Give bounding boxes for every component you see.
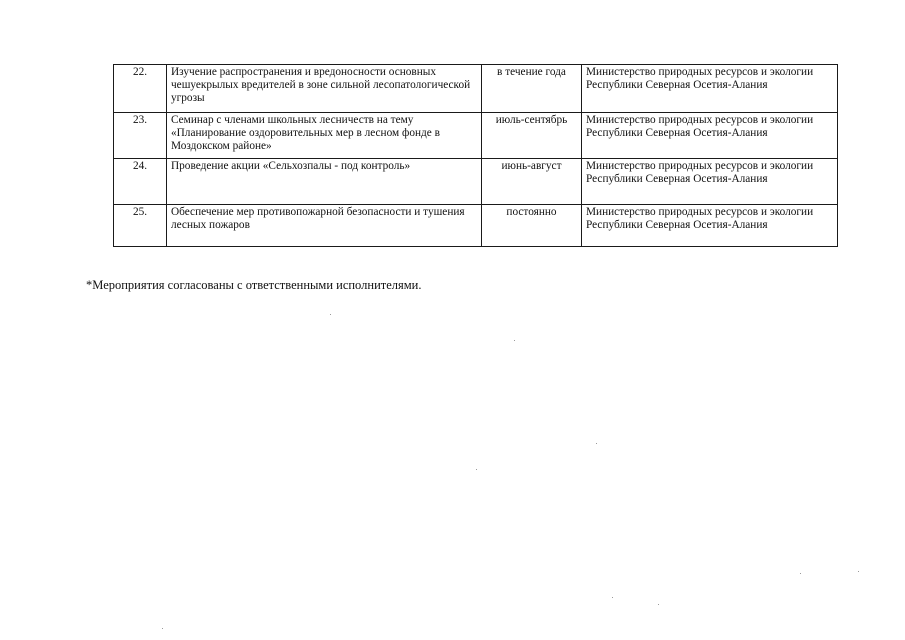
event-term: в течение года [482, 65, 582, 113]
event-executor: Министерство природных ресурсов и экологии Республики Северная Осетия-Алания [582, 205, 838, 247]
event-term: июль-сентябрь [482, 113, 582, 159]
scan-speck [596, 443, 597, 444]
scan-speck [800, 573, 801, 574]
scan-speck [476, 469, 477, 470]
row-number: 24. [114, 159, 167, 205]
scan-speck [612, 597, 613, 598]
event-description: Семинар с членами школьных лесничеств на тему «Планирование оздоровительных мер в лесном фонде в Моздокском районе» [167, 113, 482, 159]
table-row [114, 65, 838, 113]
event-term: постоянно [482, 205, 582, 247]
footnote: *Мероприятия согласованы с ответственными исполнителями. [86, 278, 422, 292]
event-description: Обеспечение мер противопожарной безопасности и тушения лесных пожаров [167, 205, 482, 247]
scan-speck [658, 604, 659, 605]
events-table [113, 64, 838, 247]
event-executor: Министерство природных ресурсов и экологии Республики Северная Осетия-Алания [582, 159, 838, 205]
event-executor: Министерство природных ресурсов и экологии Республики Северная Осетия-Алания [582, 113, 838, 159]
scan-speck [514, 340, 515, 341]
row-number: 25. [114, 205, 167, 247]
event-executor: Министерство природных ресурсов и экологии Республики Северная Осетия-Алания [582, 65, 838, 113]
row-number: 23. [114, 113, 167, 159]
table-row [114, 159, 838, 205]
scan-speck [330, 314, 331, 315]
event-term: июнь-август [482, 159, 582, 205]
scan-speck [858, 571, 859, 572]
scan-speck [162, 628, 163, 629]
row-number: 22. [114, 65, 167, 113]
event-description: Изучение распространения и вредоносности основных чешуекрылых вредителей в зоне сильной лесопатологической угрозы [167, 65, 482, 113]
table-row [114, 113, 838, 159]
table-row [114, 205, 838, 247]
event-description: Проведение акции «Сельхозпалы - под контроль» [167, 159, 482, 205]
